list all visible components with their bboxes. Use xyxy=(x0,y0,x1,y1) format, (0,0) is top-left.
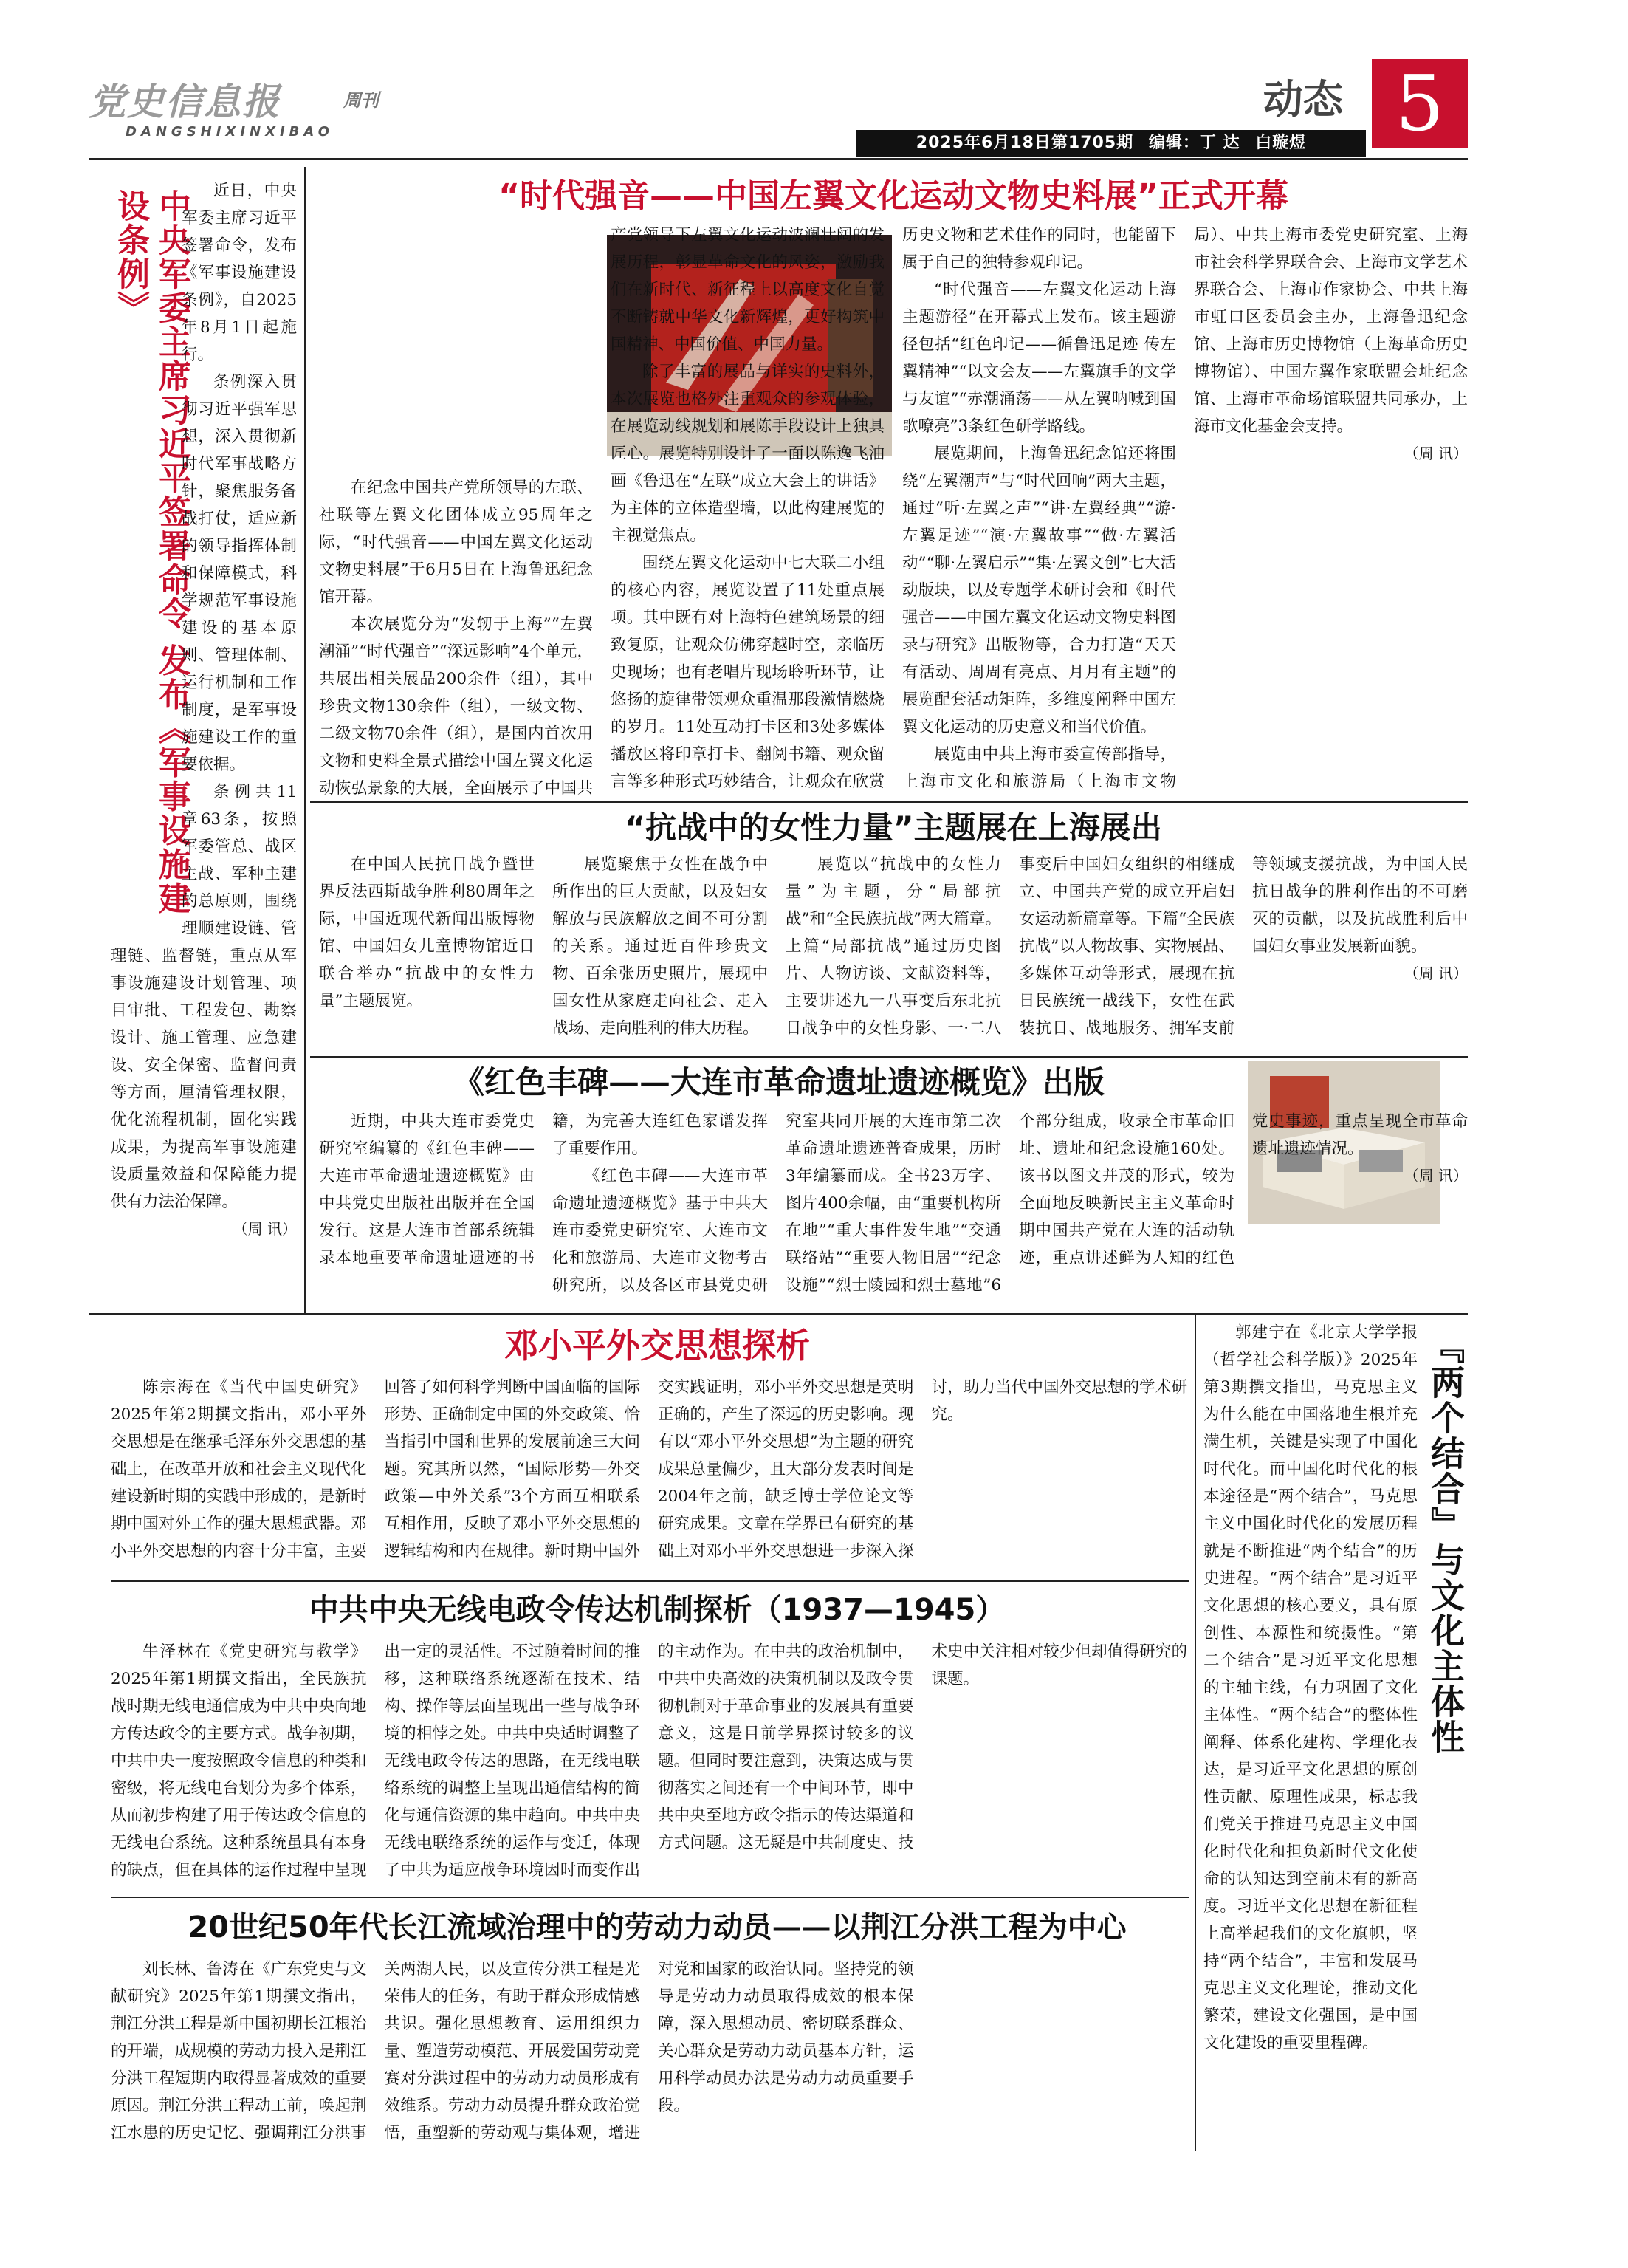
issue-date: 2025年6月18日第1705期 xyxy=(916,134,1134,152)
photo-spacer xyxy=(319,222,593,474)
paragraph: 在中国人民抗日战争暨世界反法西斯战争胜利80周年之际，中国近现代新闻出版博物馆、中国妇女儿童博物馆近日联合举办“抗战中的女性力量”主题展览。 xyxy=(319,855,535,1010)
right-article-title: 『两个结合』与文化主体性 xyxy=(1426,1329,1466,1755)
paragraph: 展览以“抗战中的女性力量”为主题，分“局部抗战”和“全民族抗战”两大篇章。上篇“局部抗战”通过历史图片、人物访谈、文献资料等，主要讲述九一八事变后东北抗日战争中的女性身影、一·二八事变后中国妇女组织的相继成立、中国共产党的成立开启妇女运动新篇章等。下篇“全民族抗战”以人物故事、实物展品、多媒体互动等形式，展现在抗日民族统一战线下，女性在武装抗日、战地服务、拥军支前等领域支援抗战，为中国人民抗日战争的胜利作出的不可磨灭的贡献，以及抗战胜利后中国妇女事业发展新面貌。 xyxy=(786,855,1468,1038)
article4-title: 邓小平外交思想探析 xyxy=(504,1326,810,1366)
paragraph: 本次展览分为“发轫于上海”“左翼潮涌”“时代强音”“深远影响”4个单元，共展出相关展品200余件（组），其中珍贵文物130余件（组），一级文物、二级文物70余件（组），是国内首次用文物和史料全景式描绘中国左翼文化运动恢弘景象的大展，全面展示了中国共产党领导下左翼文化运动波澜壮阔的发展历程，彰显革命文化的风姿，激励我们在新时代、新征程上以高度文化自觉不断铸就中华文化新辉煌，更好构筑中国精神、中国价值、中国力量。 xyxy=(319,226,885,798)
paragraph: 《红色丰碑——大连市革命遗址遗迹概览》基于中共大连市委党史研究室、大连市文化和旅游局、大连市文物考古研究所，以及各区市县党史研究室共同开展的大连市第二次革命遗址遗迹普查成果，历时3年编纂而成。全书23万字、图片400余幅，由“重要机构所在地”“重大事件发生地”“交通联络站”“重要人物旧居”“纪念设施”“烈士陵园和烈士墓地”6个部分组成，收录全市革命旧址、遗址和纪念设施160处。该书以图文并茂的形式，较为全面地反映新民主主义革命时期中国共产党在大连的活动轨迹，重点讲述鲜为人知的红色党史事迹，重点呈现全市革命遗址遗迹情况。 xyxy=(552,1112,1468,1295)
article1-title: “时代强音——中国左翼文化运动文物史料展”正式开幕 xyxy=(498,177,1288,215)
paragraph: “时代强音——左翼文化运动上海主题游径”在开幕式上发布。该主题游径包括“红色印记——循鲁迅足迹 传左翼精神”“以文会友——左翼旗手的文学与友谊”“赤潮涌荡——从左翼呐喊到国歌嘹亮”3条红色研学路线。 xyxy=(902,281,1176,436)
article5-body xyxy=(111,1638,1187,1895)
article5-title: 中共中央无线电政令传达机制探析（1937—1945） xyxy=(309,1593,1006,1627)
article1-body xyxy=(319,222,1468,805)
byline: （周 讯） xyxy=(233,1220,297,1238)
column-divider xyxy=(1195,1315,1196,2151)
paragraph: 展览聚焦于女性在战争中所作出的巨大贡献，以及妇女解放与民族解放之间不可分割的关系。通过近百件珍贵文物、百余张历史照片，展现中国女性从家庭走向社会、走入战场、走向胜利的伟大历程。 xyxy=(552,855,768,1038)
paragraph: 围绕左翼文化运动中七大联二小组的核心内容，展览设置了11处重点展项。其中既有对上海特色建筑场景的细致复原，让观众仿佛穿越时空，亲临历史现场；也有老唱片现场聆听环节，让悠扬的旋律带领观众重温那段激情燃烧的岁月。11处互动打卡区和3处多媒体播放区将印章打卡、翻阅书籍、观众留言等多种形式巧妙结合，让观众在欣赏历史文物和艺术佳作的同时，也能留下属于自己的独特参观印记。 xyxy=(611,226,1176,791)
editor-label: 编辑：丁 达 xyxy=(1148,134,1240,152)
masthead-logo xyxy=(89,80,384,143)
newspaper-pinyin: DANGSHIXINXIBAO xyxy=(126,124,334,140)
section-rule xyxy=(310,1056,1468,1058)
paragraph: 条例深入贯彻习近平强军思想，深入贯彻新时代军事战略方针，聚焦服务备战打仗，适应新的领导指挥体制和保障模式，科学规范军事设施建设的基本原则、管理体制、运行机制和工作制度，是军事设施建设工作的重要依据。 xyxy=(182,373,297,774)
paragraph: 展览期间，上海鲁迅纪念馆还将围绕“左翼潮声”与“时代回响”两大主题，通过“听·左翼之声”“讲·左翼经典”“游·左翼足迹”“演·左翼故事”“做·左翼活动”“聊·左翼启示”“集·左翼文创”七大活动版块，以及专题学术研讨会和《时代强音——中国左翼文化运动文物史料图录与研究》出版物等，合力打造“天天有活动、周周有亮点、月月有主题”的展览配套活动矩阵，多维度阐释中国左翼文化运动的历史意义和当代价值。 xyxy=(902,445,1176,736)
paragraph: 牛泽林在《党史研究与教学》2025年第1期撰文指出，全民族抗战时期无线电通信成为中共中央向地方传达政令的主要方式。战争初期，中共中央一度按照政令信息的种类和密级，将无线电台划分为多个体系，从而初步构建了用于传达政令信息的无线电台系统。这种系统虽具有本身的缺点，但在具体的运作过程中呈现出一定的灵活性。不过随着时间的推移，这种联络系统逐渐在技术、结构、操作等层面呈现出一些与战争环境的相悖之处。中共中央适时调整了无线电政令传达的思路，在无线电联络系统的调整上呈现出通信结构的简化与通信资源的集中趋向。中共中央无线电联络系统的运作与变迁，体现了中共为适应战争环境因时而变作出的主动作为。在中共的政治机制中，中共中央高效的决策机制以及政令贯彻机制对于革命事业的发展具有重要意义，这是目前学界探讨较多的议题。但同时要注意到，决策达成与贯彻落实之间还有一个中间环节，即中共中央至地方政令指示的传达渠道和方式问题。这无疑是中共制度史、技术史中关注相对较少但却值得研究的课题。 xyxy=(111,1642,1187,1880)
column-divider xyxy=(304,167,306,1313)
article3-body xyxy=(319,1108,1468,1306)
editor-name-2: 白璇煜 xyxy=(1255,134,1307,152)
paragraph: 展览由中共上海市委宣传部指导，上海市文化和旅游局（上海市文物局）、中共上海市委党史研究室、上海市社会科学界联合会、上海市文学艺术界联合会、上海市作家协会、中共上海市虹口区委员会主办，上海鲁迅纪念馆、上海市历史博物馆（上海革命历史博物馆）、中国左翼作家联盟会址纪念馆、上海市革命场馆联盟共同承办，上海市文化基金会支持。 xyxy=(902,226,1468,791)
byline: （周 讯） xyxy=(1404,1167,1468,1185)
section-rule xyxy=(111,1580,1189,1582)
left-article-title: 中央军委主席习近平签署命令 发布《军事设施建设条例》 xyxy=(111,189,190,916)
paragraph: 陈宗海在《当代中国史研究》2025年第2期撰文指出，邓小平外交思想是在继承毛泽东外交思想的基础上，在改革开放和社会主义现代化建设新时期的实践中形成的，是新时期中国对外工作的强大思想武器。邓小平外交思想的内容十分丰富，主要回答了如何科学判断中国面临的国际形势、正确制定中国的外交政策、恰当指引中国和世界的发展前途三大问题。究其所以然，“国际形势—外交政策—中外关系”3个方面互相联系互相作用，反映了邓小平外交思想的逻辑结构和内在规律。新时期中国外交实践证明，邓小平外交思想是英明正确的，产生了深远的历史影响。现有以“邓小平外交思想”为主题的研究成果总量偏少，且大部分发表时间是2004年之前，缺乏博士学位论文等研究成果。文章在学界已有研究的基础上对邓小平外交思想进一步深入探讨，助力当代中国外交思想的学术研究。 xyxy=(111,1378,1187,1560)
masthead-rule xyxy=(89,158,1468,160)
section-rule-thick xyxy=(89,1313,1468,1315)
byline: （周 讯） xyxy=(1404,445,1468,462)
article2-body xyxy=(319,851,1468,1065)
section-rule xyxy=(111,1897,1189,1898)
issue-bar xyxy=(856,130,1366,157)
paragraph: 在纪念中国共产党所领导的左联、社联等左翼文化团体成立95周年之际，“时代强音——中国左翼文化运动文物史料展”于6月5日在上海鲁迅纪念馆开幕。 xyxy=(319,479,594,606)
article4-body xyxy=(111,1374,1187,1575)
left-article-body xyxy=(111,177,297,1315)
paragraph: 刘长林、鲁涛在《广东党史与文献研究》2025年第1期撰文指出，荆江分洪工程是新中国初期长江根治的开端，成规模的劳动力投入是荆江分洪工程短期内取得显著成效的重要原因。荆江分洪工程动工前，唤起荆江水患的历史记忆、强调荆江分洪事关两湖人民，以及宣传分洪工程是光荣伟大的任务，有助于群众形成情感共识。强化思想教育、运用组织力量、塑造劳动模范、开展爱国劳动竞赛对分洪过程中的劳动力动员形成有效维系。劳动力动员提升群众政治觉悟，重塑新的劳动观与集体观，增进对党和国家的政治认同。坚持党的领导是劳动力动员取得成效的根本保障，深入思想动员、密切联系群众、关心群众是劳动力动员基本方针，运用科学动员办法是劳动力动员重要手段。 xyxy=(111,1960,914,2142)
right-article-body xyxy=(1203,1319,1418,2151)
paragraph: 条例共11章63条，按照军委管总、战区主战、军种主建的总原则，围绕理顺建设链、管理链、监督链，重点从军事设施建设计划管理、项目审批、工程发包、勘察设计、施工管理、应急建设、安全保密、监督问责等方面，厘清管理权限，优化流程机制，固化实践成果，为提高军事设施建设质量效益和保障能力提供有力法治保障。 xyxy=(111,783,297,1211)
article2-title: “抗战中的女性力量”主题展在上海展出 xyxy=(625,809,1162,846)
section-rule xyxy=(310,801,1468,803)
paragraph: 郭建宁在《北京大学学报（哲学社会科学版）》2025年第3期撰文指出，马克思主义为什么能在中国落地生根并充满生机，关键是实现了中国化时代化。而中国化时代化的根本途径是“两个结合”，马克思主义中国化时代化的发展历程就是不断推进“两个结合”的历史进程。“两个结合”是习近平文化思想的核心要义，具有原创性、本源性和统摄性。“第二个结合”是习近平文化思想的主轴主线，有力巩固了文化主体性。“两个结合”的整体性阐释、体系化建构、学理化表达，是习近平文化思想的原创性贡献、原理性成果，标志我们党关于推进马克思主义中国化时代化和担负新时代文化使命的认知达到空前未有的新高度。习近平文化思想在新征程上高举起我们的文化旗帜，坚持“两个结合”，丰富和发展马克思主义文化理论，推动文化繁荣，建设文化强国，是中国文化建设的重要里程碑。 xyxy=(1203,1323,1418,2052)
article3-title: 《红色丰碑——大连市革命遗址遗迹概览》出版 xyxy=(453,1064,1105,1100)
article6-body xyxy=(111,1956,1187,2151)
page-number: 5 xyxy=(1372,59,1468,148)
newspaper-subtitle: 周刊 xyxy=(343,90,379,111)
paragraph: 除了丰富的展品与详实的史料外，本次展览也格外注重观众的参观体验，在展览动线规划和展陈手段设计上独具匠心。展览特别设计了一面以陈逸飞油画《鲁迅在“左联”成立大会上的讲话》为主体的立体造型墙，以此构建展览的主视觉焦点。 xyxy=(611,363,885,545)
newspaper-title: 党史信息报 xyxy=(89,80,281,123)
article6-title: 20世纪50年代长江流域治理中的劳动力动员——以荆江分洪工程为中心 xyxy=(188,1911,1127,1945)
section-name: 动态 xyxy=(1263,76,1343,123)
byline: （周 讯） xyxy=(1404,965,1468,982)
paragraph: 近日，中央军委主席习近平签署命令，发布《军事设施建设条例》，自2025年8月1日起施行。 xyxy=(182,182,297,364)
paragraph: 近期，中共大连市委党史研究室编纂的《红色丰碑——大连市革命遗址遗迹概览》由中共党史出版社出版并在全国发行。这是大连市首部系统辑录本地重要革命遗址遗迹的书籍，为完善大连红色家谱发挥了重要作用。 xyxy=(319,1112,768,1267)
title-float-spacer xyxy=(111,177,182,923)
